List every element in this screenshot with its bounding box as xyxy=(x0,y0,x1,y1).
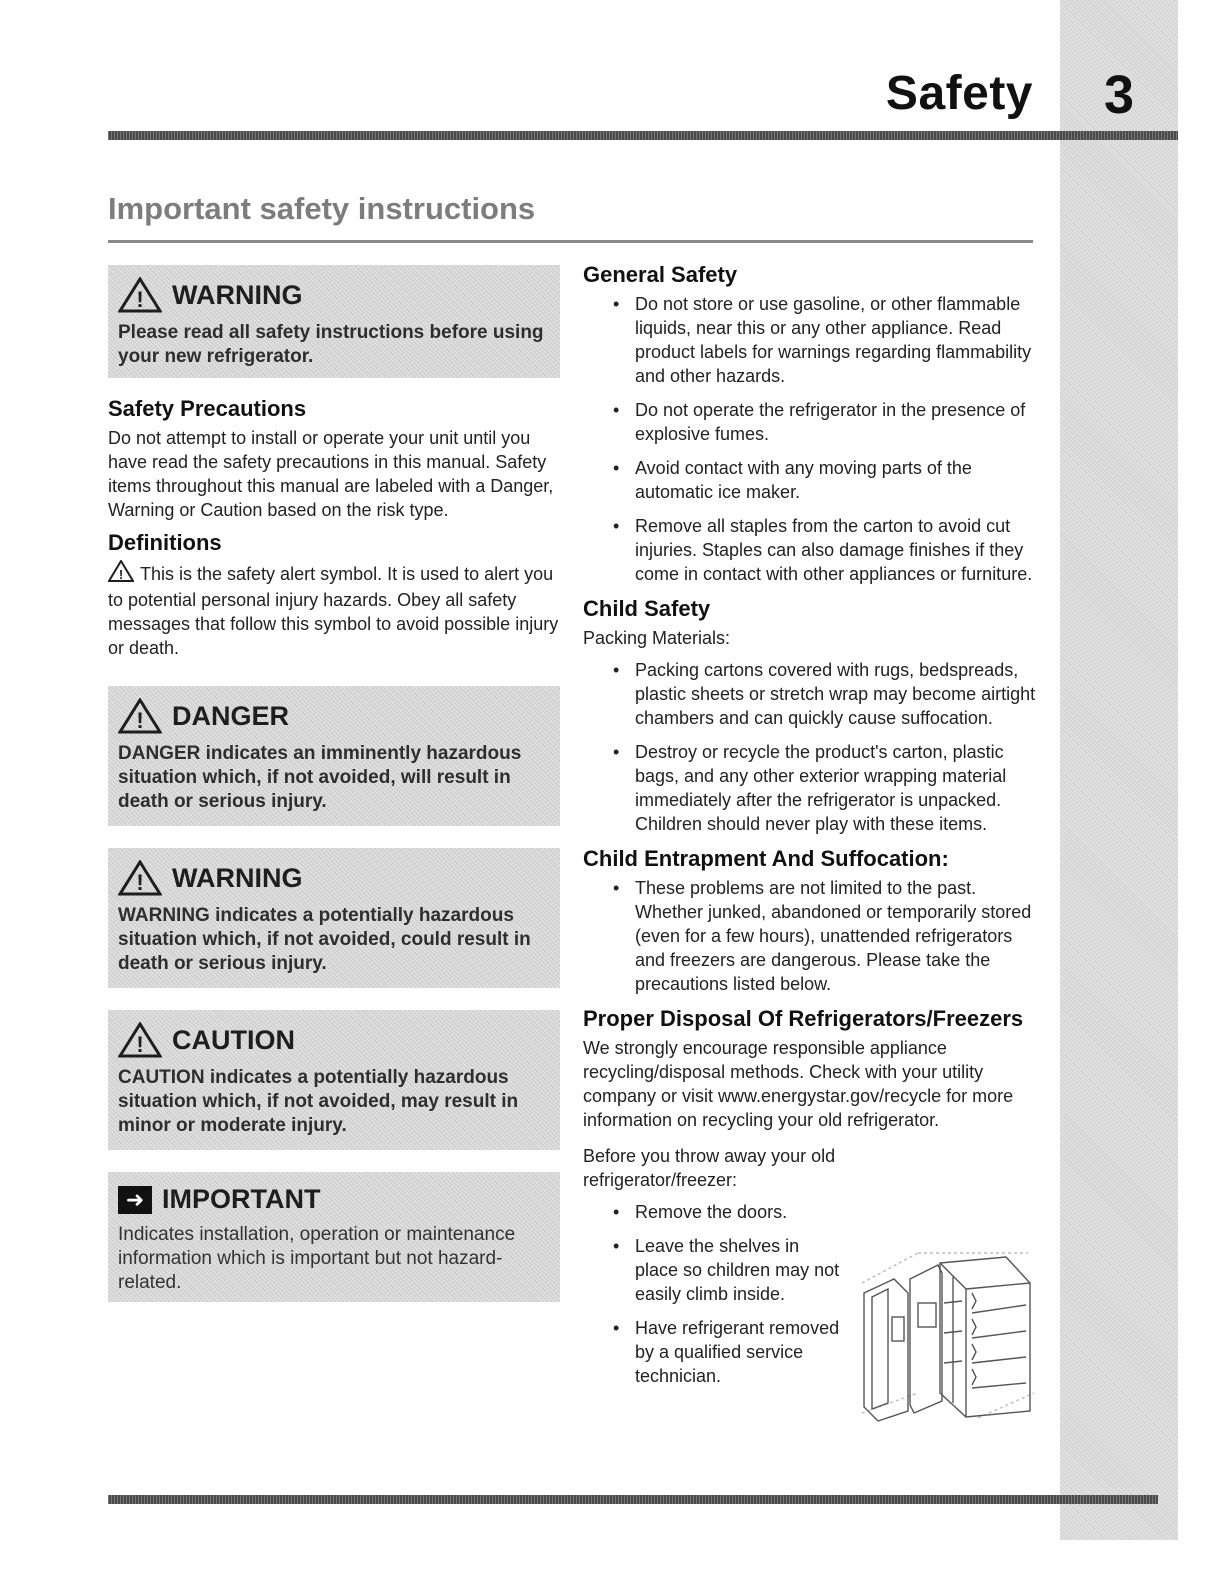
chapter-side-tab xyxy=(1060,0,1178,1540)
warning-notice xyxy=(108,848,560,988)
safety-alert-icon xyxy=(118,698,162,734)
svg-text:!: ! xyxy=(136,870,144,895)
notice-label: IMPORTANT xyxy=(162,1184,321,1214)
footer-divider xyxy=(108,1495,1158,1504)
definitions-paragraph xyxy=(108,560,560,660)
child-safety-heading: Child Safety xyxy=(583,596,711,621)
notice-text: Indicates installation, operation or maintenance information which is important but not hazard-related. xyxy=(118,1224,516,1293)
notice-label: DANGER xyxy=(172,700,290,731)
proper-disposal-heading: Proper Disposal Of Refrigerators/Freezers xyxy=(583,1006,1024,1031)
notice-text: Please read all safety instructions before using your new refrigerator. xyxy=(118,322,544,367)
safety-alert-icon xyxy=(118,1022,162,1058)
header-divider xyxy=(108,131,1178,140)
chapter-number: 3 xyxy=(1103,65,1135,125)
section-title: Important safety instructions xyxy=(108,191,536,226)
child-safety-list xyxy=(583,658,1038,836)
important-notice xyxy=(108,1172,560,1302)
child-entrapment-heading: Child Entrapment And Suffocation: xyxy=(583,846,949,871)
list-item: • Packing cartons covered with rugs, bedspreads, plastic sheets or stretch wrap may become airtight chambers and can quickly cause suffocation. xyxy=(613,658,1038,730)
svg-text:!: ! xyxy=(136,287,144,312)
definitions-block xyxy=(108,530,560,660)
right-column xyxy=(583,262,1038,1398)
notice-text: CAUTION indicates a potentially hazardous situation which, if not avoided, may result in minor or moderate injury. xyxy=(118,1067,519,1136)
safety-precautions-block xyxy=(108,396,560,522)
list-item: • Have refrigerant removed by a qualified service technician. xyxy=(613,1316,843,1388)
safety-precautions-heading: Safety Precautions xyxy=(108,396,307,421)
warning-intro-notice xyxy=(108,265,560,378)
left-column xyxy=(108,265,560,1302)
svg-text:!: ! xyxy=(118,567,124,582)
arrow-right-icon: ➜ xyxy=(118,1186,152,1214)
safety-alert-icon xyxy=(118,277,162,313)
safety-precautions-text: Do not attempt to install or operate your unit until you have read the safety precautions in this manual. Safety items throughout this manual are labeled with a Danger, Warning or Caution based on the risk type. xyxy=(108,428,554,520)
proper-disposal-intro: Before you throw away your old refrigerator/freezer: xyxy=(583,1146,836,1190)
safety-alert-icon xyxy=(108,560,134,588)
page-title: Safety xyxy=(885,67,1033,120)
child-safety-intro: Packing Materials: xyxy=(583,628,731,648)
section-divider xyxy=(108,240,1033,243)
list-item: • Avoid contact with any moving parts of the automatic ice maker. xyxy=(613,456,1038,504)
definitions-heading: Definitions xyxy=(108,530,222,555)
proper-disposal-text: We strongly encourage responsible appliance recycling/disposal methods. Check with your utility company or visit www.energystar.gov/recycle for more information on recycling your old refrigerator. xyxy=(583,1038,1014,1130)
general-safety-list xyxy=(583,292,1038,586)
list-item: • Remove the doors. xyxy=(613,1200,843,1224)
general-safety-heading: General Safety xyxy=(583,262,738,287)
svg-text:!: ! xyxy=(136,708,144,733)
proper-disposal-list xyxy=(583,1200,843,1388)
notice-label: WARNING xyxy=(172,862,303,893)
refrigerator-illustration xyxy=(858,1243,1036,1428)
list-item: • Do not operate the refrigerator in the presence of explosive fumes. xyxy=(613,398,1038,446)
notice-text: DANGER indicates an imminently hazardous situation which, if not avoided, will result in death or serious injury. xyxy=(118,743,522,812)
danger-notice xyxy=(108,686,560,826)
list-item: • Destroy or recycle the product's carton, plastic bags, and any other exterior wrapping material immediately after the refrigerator is unpacked. Children should never play with these items. xyxy=(613,740,1038,836)
list-item: • Leave the shelves in place so children may not easily climb inside. xyxy=(613,1234,843,1306)
caution-notice xyxy=(108,1010,560,1150)
list-item: • Do not store or use gasoline, or other flammable liquids, near this or any other appliance. Read product labels for warnings regarding flammability and other hazards. xyxy=(613,292,1038,388)
list-item: • These problems are not limited to the past. Whether junked, abandoned or temporarily stored (even for a few hours), unattended refrigerators and freezers are dangerous. Please take the precautions listed below. xyxy=(613,876,1038,996)
notice-text: WARNING indicates a potentially hazardous situation which, if not avoided, could result in death or serious injury. xyxy=(118,905,531,974)
notice-label: CAUTION xyxy=(172,1024,295,1055)
definitions-text: This is the safety alert symbol. It is used to alert you to potential personal injury hazards. Obey all safety messages that follow this symbol to avoid possible injury or death. xyxy=(108,564,559,658)
list-item: • Remove all staples from the carton to avoid cut injuries. Staples can also damage finishes if they come in contact with other appliances or furniture. xyxy=(613,514,1038,586)
child-entrapment-list xyxy=(583,876,1038,996)
notice-label: WARNING xyxy=(172,279,303,310)
safety-alert-icon xyxy=(118,860,162,896)
svg-text:!: ! xyxy=(136,1032,144,1057)
